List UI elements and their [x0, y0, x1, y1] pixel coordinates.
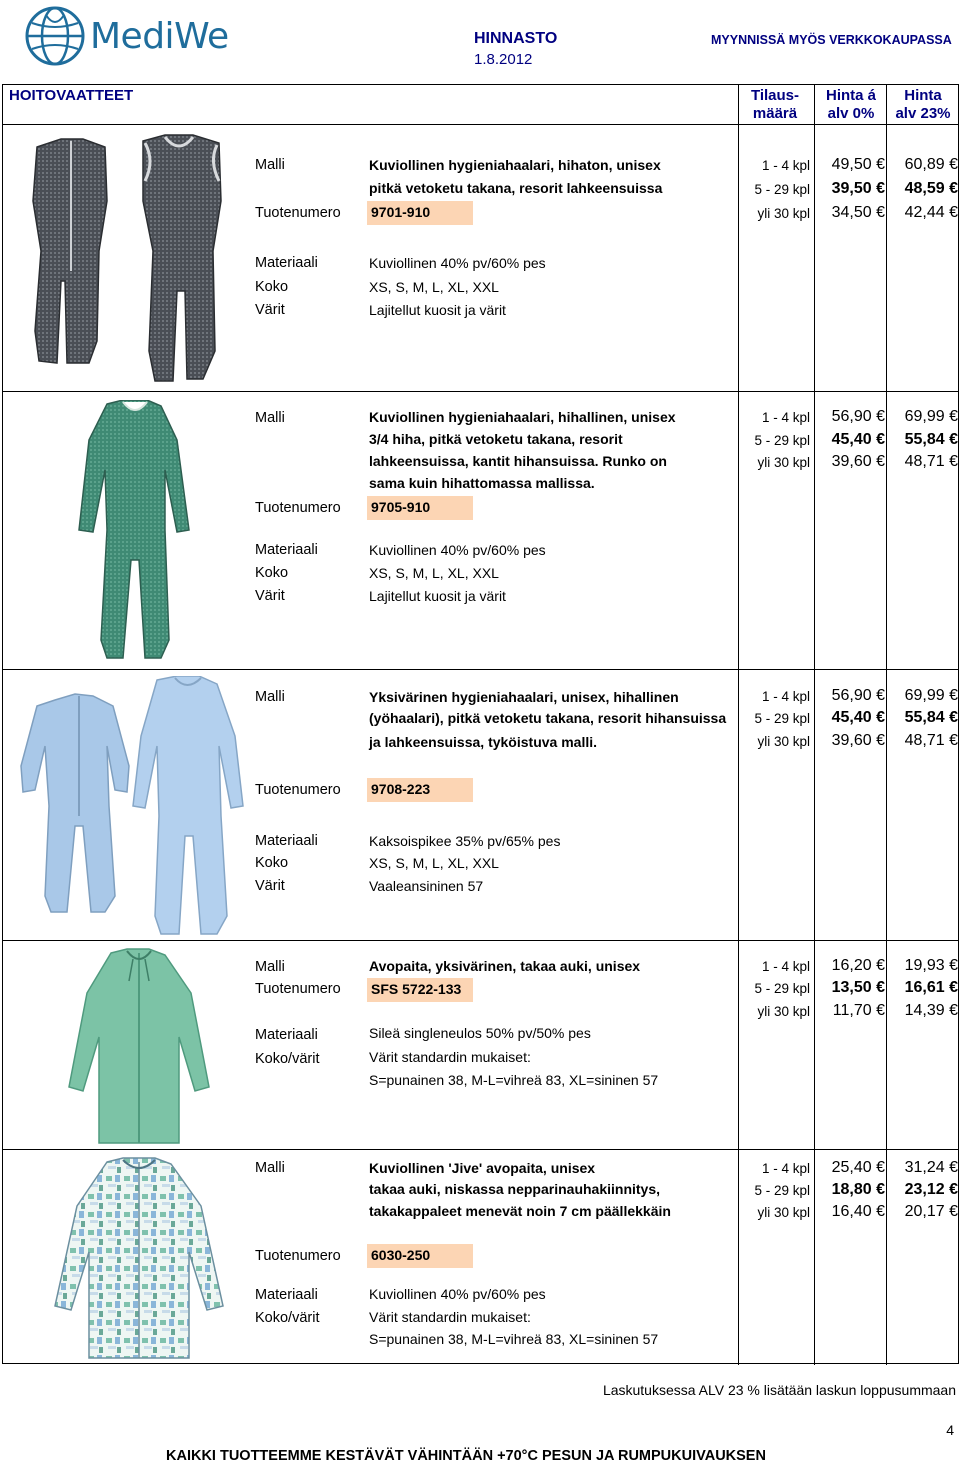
price-ex-vat: 16,20 €	[831, 957, 885, 974]
label-koko: Koko	[255, 855, 289, 871]
product-sizes: XS, S, M, L, XL, XXL	[369, 279, 499, 295]
label-koko-varit: Koko/värit	[255, 1310, 320, 1326]
label-varit: Värit	[255, 878, 285, 894]
label-tuotenumero: Tuotenumero	[255, 1248, 341, 1264]
product-description: Kuviollinen hygieniahaalari, hihallinen, unisex	[369, 409, 676, 425]
label-varit: Värit	[255, 588, 285, 604]
price-inc-vat: 42,44 €	[904, 204, 958, 221]
price-ex-vat: 25,40 €	[831, 1159, 885, 1176]
category-heading: HOITOVAATTEET	[9, 87, 134, 104]
label-materiaali: Materiaali	[255, 1027, 318, 1043]
label-materiaali: Materiaali	[255, 1287, 318, 1303]
price-inc-vat: 60,89 €	[904, 156, 958, 173]
label-tuotenumero: Tuotenumero	[255, 500, 341, 516]
price-inc-vat: 14,39 €	[904, 1002, 958, 1019]
label-malli: Malli	[255, 689, 285, 705]
qty-tier: yli 30 kpl	[757, 1205, 810, 1220]
price-ex-vat: 16,40 €	[831, 1203, 885, 1220]
price-inc-vat: 69,99 €	[904, 687, 958, 704]
price-inc-vat: 55,84 €	[904, 431, 958, 448]
product-description: (yöhaalari), pitkä vetoketu takana, resorit hihansuissa	[369, 710, 727, 726]
product-code: 6030-250	[367, 1244, 473, 1268]
label-malli: Malli	[255, 410, 285, 426]
price-ex-vat: 56,90 €	[831, 687, 885, 704]
label-malli: Malli	[255, 959, 285, 975]
product-colors: Lajitellut kuosit ja värit	[369, 302, 506, 318]
price-inc-vat: 31,24 €	[904, 1159, 958, 1176]
price-list-title: HINNASTO	[474, 30, 558, 47]
price-inc-vat: 23,12 €	[904, 1181, 958, 1198]
product-photo-patterned-open-back-shirt	[51, 1156, 227, 1362]
shop-note: MYYNNISSÄ MYÖS VERKKOKAUPASSA	[711, 33, 952, 47]
qty-tier: 5 - 29 kpl	[754, 182, 810, 197]
price-list-date: 1.8.2012	[474, 51, 533, 68]
label-materiaali: Materiaali	[255, 833, 318, 849]
price-ex-vat: 45,40 €	[831, 431, 885, 448]
price-ex-vat: 45,40 €	[831, 709, 885, 726]
qty-tier: yli 30 kpl	[757, 455, 810, 470]
product-description: ja lahkeensuissa, tyköistuva malli.	[369, 734, 597, 750]
qty-tier: 1 - 4 kpl	[761, 1161, 810, 1176]
qty-heading: Tilaus- määrä	[750, 87, 800, 122]
price-ex-vat: 39,50 €	[831, 180, 885, 197]
product-description: 3/4 hiha, pitkä vetoketu takana, resorit	[369, 431, 623, 447]
product-row	[3, 670, 958, 940]
label-tuotenumero: Tuotenumero	[255, 981, 341, 997]
product-description: takaa auki, niskassa nepparinauhakiinnitys,	[369, 1181, 661, 1197]
product-code: 9708-223	[367, 778, 473, 802]
price-inc-vat: 55,84 €	[904, 709, 958, 726]
qty-tier: 5 - 29 kpl	[754, 1183, 810, 1198]
product-description: takakappaleet menevät noin 7 cm päällekkäin	[369, 1203, 671, 1219]
qty-tier: 1 - 4 kpl	[761, 410, 810, 425]
product-code: SFS 5722-133	[367, 978, 473, 1002]
price-table	[2, 84, 959, 1364]
product-code: 9701-910	[367, 201, 473, 225]
product-material: Kuviollinen 40% pv/60% pes	[369, 1286, 546, 1302]
product-colors: Lajitellut kuosit ja värit	[369, 588, 506, 604]
qty-tier: yli 30 kpl	[757, 206, 810, 221]
product-size-colors: S=punainen 38, M-L=vihreä 83, XL=sininen 57	[369, 1072, 659, 1088]
product-description: sama kuin hihattomassa mallissa.	[369, 475, 595, 491]
label-varit: Värit	[255, 302, 285, 318]
washing-note: KAIKKI TUOTTEEMME KESTÄVÄT VÄHINTÄÄN +70°C PESUN JA RUMPUKUIVAUKSEN	[166, 1448, 766, 1464]
product-row	[3, 392, 958, 669]
qty-tier: yli 30 kpl	[757, 734, 810, 749]
label-koko: Koko	[255, 279, 289, 295]
product-material: Kaksoispikee 35% pv/65% pes	[369, 833, 561, 849]
label-malli: Malli	[255, 157, 285, 173]
product-row	[3, 125, 958, 391]
price-ex-vat: 13,50 €	[831, 979, 885, 996]
product-description: Avopaita, yksivärinen, takaa auki, unisex	[369, 958, 641, 974]
product-description: Yksivärinen hygieniahaalari, unisex, hihallinen	[369, 689, 679, 705]
label-tuotenumero: Tuotenumero	[255, 782, 341, 798]
price-ex-vat: 49,50 €	[831, 156, 885, 173]
price-inc-vat: 20,17 €	[904, 1203, 958, 1220]
product-description: lahkeensuissa, kantit hihansuissa. Runko on	[369, 453, 667, 469]
price-ex-vat: 39,60 €	[831, 732, 885, 749]
label-koko: Koko	[255, 565, 289, 581]
product-sizes: XS, S, M, L, XL, XXL	[369, 855, 499, 871]
product-colors: Vaaleansininen 57	[369, 878, 484, 894]
qty-tier: 5 - 29 kpl	[754, 981, 810, 996]
label-koko-varit: Koko/värit	[255, 1051, 320, 1067]
qty-tier: 1 - 4 kpl	[761, 959, 810, 974]
product-sizes: XS, S, M, L, XL, XXL	[369, 565, 499, 581]
product-description: pitkä vetoketu takana, resorit lahkeensuissa	[369, 180, 663, 196]
price-inc-vat: 19,93 €	[904, 957, 958, 974]
product-material: Kuviollinen 40% pv/60% pes	[369, 255, 546, 271]
mediwe-logo	[22, 4, 262, 68]
price-inc-vat: 16,61 €	[904, 979, 958, 996]
product-photo-sleeved-jumpsuit	[73, 400, 193, 662]
label-materiaali: Materiaali	[255, 542, 318, 558]
label-materiaali: Materiaali	[255, 255, 318, 271]
product-photo-green-open-back-shirt	[63, 947, 213, 1147]
product-size-colors: Värit standardin mukaiset:	[369, 1309, 531, 1325]
qty-tier: yli 30 kpl	[757, 1004, 810, 1019]
page-number: 4	[946, 1422, 954, 1438]
price-ex-vat-heading: Hinta á alv 0%	[825, 87, 876, 122]
qty-tier: 1 - 4 kpl	[761, 689, 810, 704]
qty-tier: 5 - 29 kpl	[754, 711, 810, 726]
label-tuotenumero: Tuotenumero	[255, 205, 341, 221]
qty-tier: 5 - 29 kpl	[754, 433, 810, 448]
price-inc-vat: 69,99 €	[904, 408, 958, 425]
logo-text: MediWe	[90, 15, 229, 57]
price-ex-vat: 56,90 €	[831, 408, 885, 425]
product-code: 9705-910	[367, 496, 473, 520]
product-photo-sleeveless-jumpsuit	[21, 131, 239, 389]
qty-tier: 1 - 4 kpl	[761, 158, 810, 173]
product-row	[3, 1150, 958, 1365]
price-ex-vat: 34,50 €	[831, 204, 885, 221]
price-ex-vat: 18,80 €	[831, 1181, 885, 1198]
price-inc-vat: 48,59 €	[904, 180, 958, 197]
price-ex-vat: 11,70 €	[832, 1002, 885, 1019]
product-size-colors: Värit standardin mukaiset:	[369, 1049, 531, 1065]
product-description: Kuviollinen 'Jive' avopaita, unisex	[369, 1160, 596, 1176]
product-material: Kuviollinen 40% pv/60% pes	[369, 542, 546, 558]
price-ex-vat: 39,60 €	[831, 453, 885, 470]
product-size-colors: S=punainen 38, M-L=vihreä 83, XL=sininen 57	[369, 1331, 659, 1347]
label-malli: Malli	[255, 1160, 285, 1176]
product-material: Sileä singleneulos 50% pv/50% pes	[369, 1025, 591, 1041]
globe-logo-icon	[22, 3, 88, 69]
price-inc-vat: 48,71 €	[904, 453, 958, 470]
product-description: Kuviollinen hygieniahaalari, hihaton, unisex	[369, 157, 661, 173]
product-photo-blue-jumpsuit	[9, 676, 245, 938]
price-inc-vat: 48,71 €	[904, 732, 958, 749]
price-inc-vat-heading: Hinta alv 23%	[895, 87, 951, 122]
vat-note: Laskutuksessa ALV 23 % lisätään laskun loppusummaan	[602, 1382, 956, 1398]
product-row	[3, 941, 958, 1149]
